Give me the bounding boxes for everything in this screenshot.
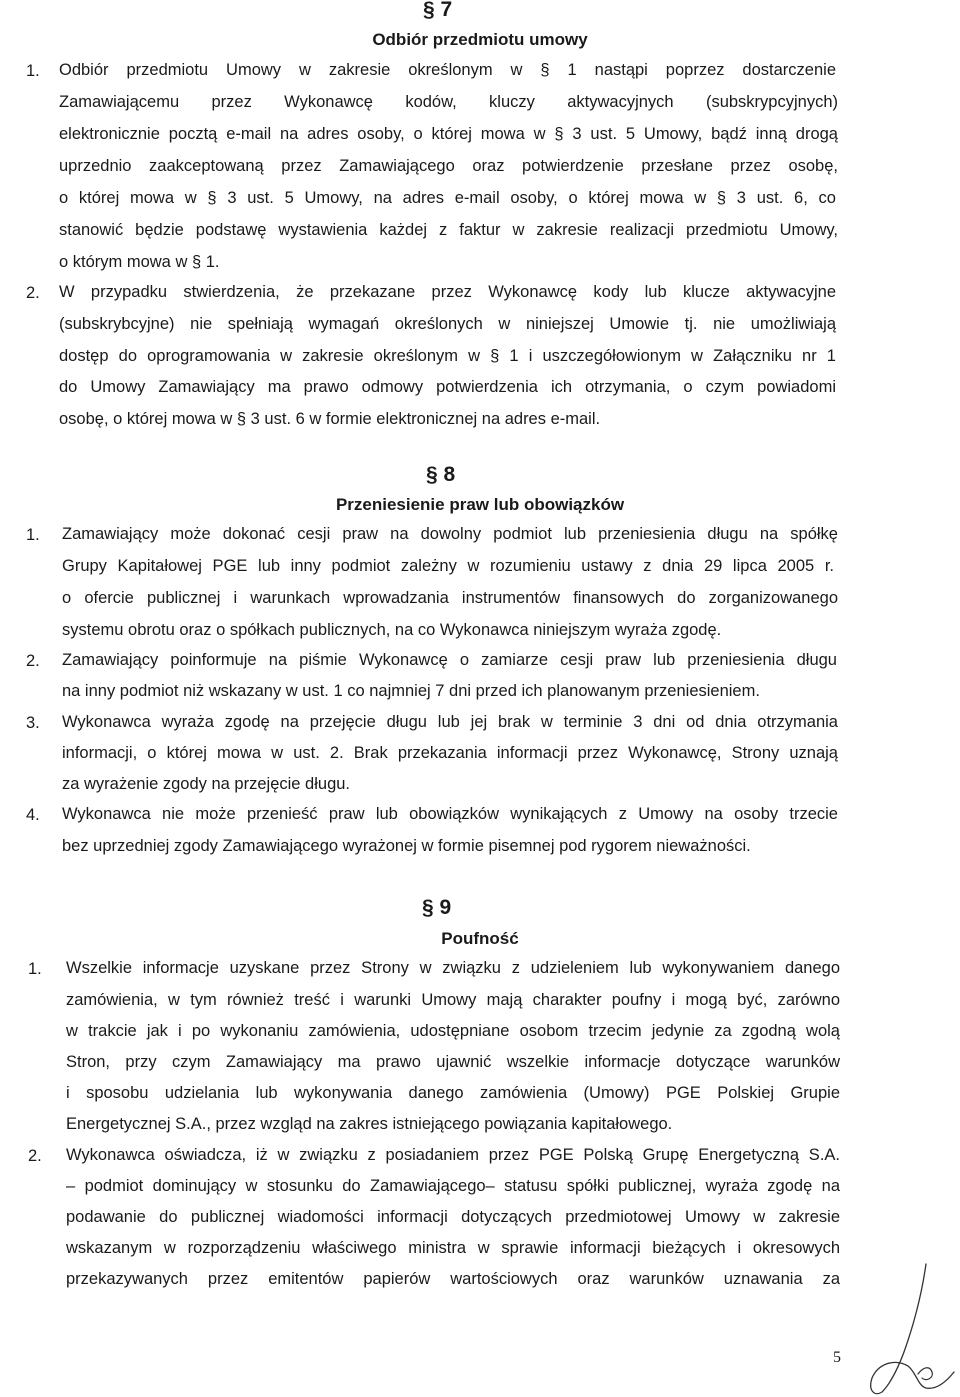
text-line: za wyrażenie zgody na przejęcie długu.	[62, 775, 351, 793]
text-line: do Umowy Zamawiający ma prawo odmowy potwierdzenia ich otrzymania, o czym powiadomi	[59, 378, 836, 396]
paragraph-number: 2.	[28, 1147, 42, 1165]
paragraph-number: 2.	[26, 284, 40, 302]
paragraph-number: 2.	[26, 652, 40, 670]
section-symbol: § 7	[423, 0, 453, 21]
text-line: osobę, o której mowa w § 3 ust. 6 w formie elektronicznej na adres e-mail.	[59, 410, 601, 428]
text-line: Zamawiający może dokonać cesji praw na dowolny podmiot lub przeniesienia długu na spółkę	[62, 525, 838, 543]
text-line: systemu obrotu oraz o spółkach publicznych, na co Wykonawca niniejszym wyraża zgodę.	[62, 621, 722, 639]
section-symbol: § 8	[426, 463, 456, 486]
text-line: Zamawiającemu przez Wykonawcę kodów, kluczy aktywacyjnych (subskrypcyjnych)	[59, 93, 838, 111]
text-line: Energetycznej S.A., przez wzgląd na zakres istniejącego powiązania kapitałowego.	[66, 1115, 673, 1133]
page-number: 5	[833, 1349, 841, 1366]
text-line: Stron, przy czym Zamawiający ma prawo ujawnić wszelkie informacje dotyczące warunków	[66, 1053, 840, 1071]
text-line: w trakcie jak i po wykonaniu zamówienia, udostępniane osobom trzecim jedynie za zgodną wolą	[66, 1022, 840, 1040]
text-line: Wykonawca oświadcza, iż w związku z posiadaniem przez PGE Polską Grupę Energetyczną S.A.	[66, 1146, 840, 1164]
section-title: Poufność	[441, 929, 519, 948]
text-line: W przypadku stwierdzenia, że przekazane przez Wykonawcę kody lub klucze aktywacyjne	[59, 283, 836, 301]
signature-initials	[860, 1262, 960, 1397]
text-line: wskazanym w rozporządzeniu właściwego ministra w sprawie informacji bieżących i okresowych	[66, 1239, 840, 1257]
paragraph-number: 1.	[26, 62, 40, 80]
paragraph-number: 4.	[26, 806, 40, 824]
text-line: dostęp do oprogramowania w zakresie określonym w § 1 i uszczegółowionym w Załączniku nr 1	[59, 347, 836, 365]
text-line: zamówienia, w tym również treść i warunki Umowy mają charakter poufny i mogą być, zarówno	[66, 991, 840, 1009]
text-line: bez uprzedniej zgody Zamawiającego wyrażonej w formie pisemnej pod rygorem nieważności.	[62, 837, 751, 855]
text-line: Wykonawca nie może przenieść praw lub obowiązków wynikających z Umowy na osoby trzecie	[62, 805, 838, 823]
text-line: o ofercie publicznej i warunkach wprowadzania instrumentów finansowych do zorganizowanego	[62, 589, 838, 607]
text-line: Zamawiający poinformuje na piśmie Wykonawcę o zamiarze cesji praw lub przeniesienia długu	[62, 651, 837, 669]
paragraph-number: 3.	[26, 714, 40, 732]
text-line: o której mowa w § 3 ust. 5 Umowy, na adres e-mail osoby, o której mowa w § 3 ust. 6, co	[59, 189, 836, 207]
text-line: Wykonawca wyraża zgodę na przejęcie długu lub jej brak w terminie 3 dni od dnia otrzymania	[62, 713, 838, 731]
text-line: Grupy Kapitałowej PGE lub inny podmiot zależny w rozumieniu ustawy z dnia 29 lipca 2005 r.	[62, 557, 834, 575]
text-line: na inny podmiot niż wskazany w ust. 1 co najmniej 7 dni przed ich planowanym przeniesieniem.	[62, 682, 760, 700]
text-line: Odbiór przedmiotu Umowy w zakresie określonym w § 1 nastąpi poprzez dostarczenie	[59, 61, 836, 79]
text-line: uprzednio zaakceptowaną przez Zamawiającego oraz potwierdzenie przesłane przez osobę,	[59, 157, 838, 175]
text-line: podawanie do publicznej wiadomości informacji dotyczących przedmiotowej Umowy w zakresie	[66, 1208, 840, 1226]
section-symbol: § 9	[422, 896, 452, 919]
text-line: Wszelkie informacje uzyskane przez Strony w związku z udzieleniem lub wykonywaniem danego	[66, 959, 840, 977]
text-line: o którym mowa w § 1.	[59, 253, 220, 271]
paragraph-number: 1.	[26, 526, 40, 544]
text-line: informacji, o której mowa w ust. 2. Brak przekazania informacji przez Wykonawcę, Strony uznają	[62, 744, 838, 762]
text-line: stanowić będzie podstawę wystawienia każdej z faktur w zakresie realizacji przedmiotu Umowy,	[59, 221, 838, 239]
text-line: elektronicznie pocztą e-mail na adres osoby, o której mowa w § 3 ust. 5 Umowy, bądź inną drogą	[59, 125, 838, 143]
section-title: Przeniesienie praw lub obowiązków	[335, 495, 625, 514]
section-title: Odbiór przedmiotu umowy	[372, 30, 588, 49]
text-line: – podmiot dominujący w stosunku do Zamawiającego– statusu spółki publicznej, wyraża zgodę na	[66, 1177, 840, 1195]
text-line: (subskrybcyjne) nie spełniają wymagań określonych w niniejszej Umowie tj. nie umożliwiają	[59, 315, 836, 333]
paragraph-number: 1.	[28, 960, 42, 978]
text-line: i sposobu udzielania lub wykonywania danego zamówienia (Umowy) PGE Polskiej Grupie	[66, 1084, 840, 1102]
text-line: przekazywanych przez emitentów papierów wartościowych oraz warunków uznawania za	[66, 1270, 840, 1288]
